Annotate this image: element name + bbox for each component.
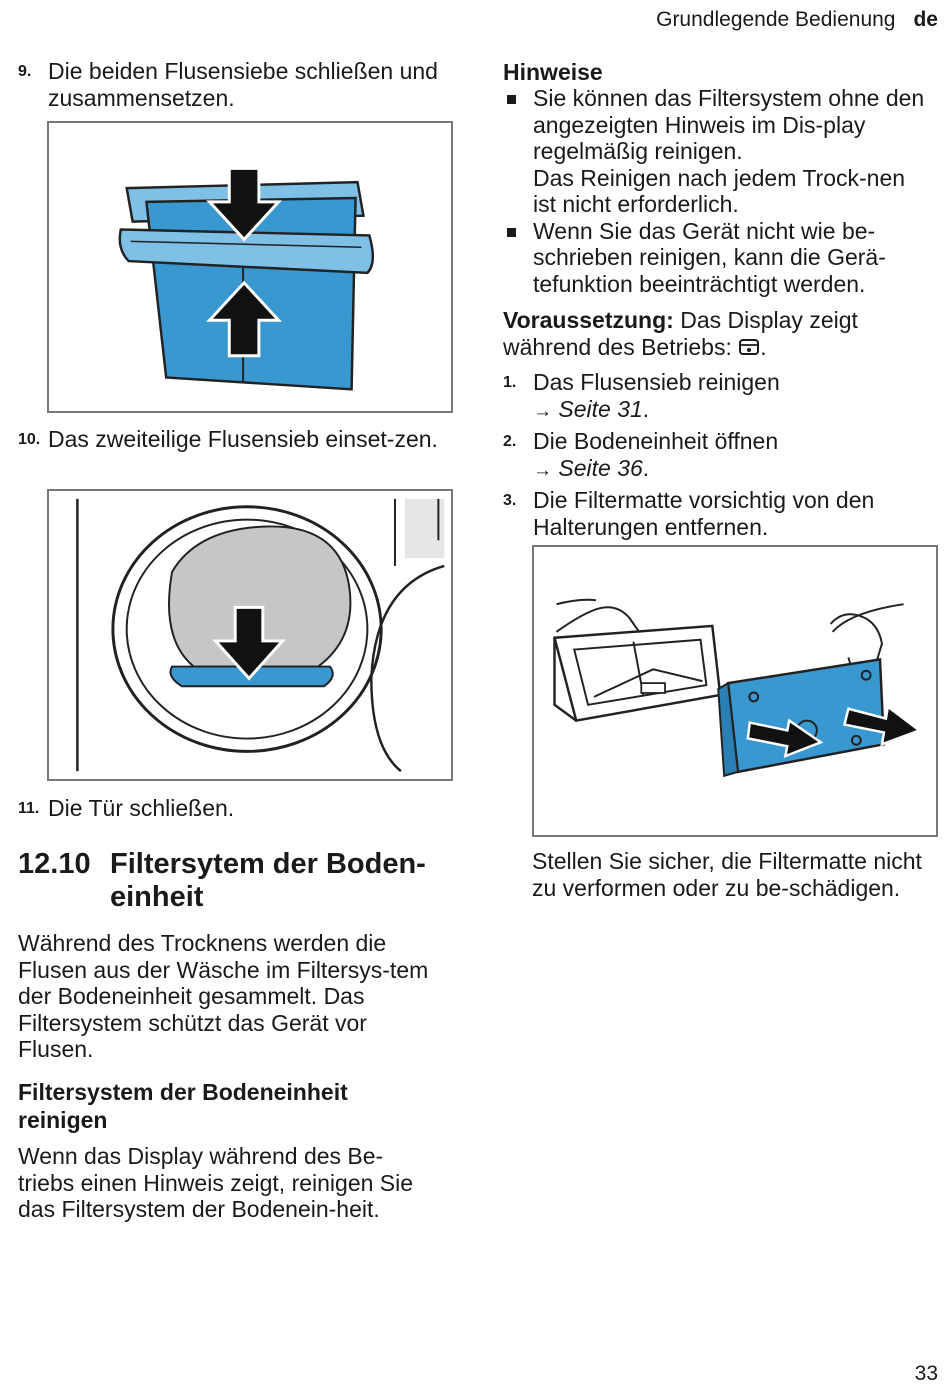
step-number: 1. xyxy=(503,374,517,391)
page-link[interactable]: Seite 36 xyxy=(558,454,643,481)
step-number: 9. xyxy=(18,63,32,80)
step-text: Das Flusensieb reinigen xyxy=(533,369,780,395)
step-text: Die Filtermatte vorsichtig von den Halterungen entfernen. xyxy=(533,487,875,540)
note-item xyxy=(503,218,928,298)
step-10 xyxy=(18,426,458,453)
prereq-text: Das Display zeigt während des Betriebs: xyxy=(503,307,858,360)
step-3 xyxy=(503,487,928,540)
step-11 xyxy=(18,795,458,822)
steps-list xyxy=(503,369,928,540)
note-item xyxy=(503,85,928,218)
chapter-number: 12.10 xyxy=(18,848,91,880)
step-9 xyxy=(18,58,458,111)
step-2: 2. Die Bodeneinheit öffnen → Seite 36. xyxy=(503,428,928,484)
step-number: 3. xyxy=(503,492,517,509)
step-number: 11. xyxy=(18,800,40,817)
step-number: 2. xyxy=(503,433,517,450)
step-text: Das zweiteilige Flusensieb einset-zen. xyxy=(48,426,438,452)
prereq-label: Voraussetzung: xyxy=(503,307,674,333)
step-text: Die Tür schließen. xyxy=(48,795,235,821)
filter-mat-illustration xyxy=(534,547,936,835)
page-link[interactable]: Seite 31 xyxy=(558,395,643,422)
step-number: 10. xyxy=(18,431,41,448)
page-number: 33 xyxy=(914,1362,938,1385)
figure-lint-filters-close xyxy=(47,121,453,413)
step-1: 1. Das Flusensieb reinigen → Seite 31. xyxy=(503,369,928,425)
display-icon xyxy=(738,336,760,363)
lint-filter-illustration xyxy=(49,123,451,411)
chapter-title: Filtersytem der Boden-einheit xyxy=(110,848,426,913)
door-illustration xyxy=(49,491,451,779)
header-section: Grundlegende Bedienung xyxy=(656,8,896,31)
chapter-intro: Während des Trocknens werden die Flusen aus der Wäsche im Filtersys-tem der Bodeneinheit gesammelt. Das Filtersystem schützt das Gerät vor Flusen. xyxy=(18,930,429,1062)
arrow-icon: → xyxy=(533,459,552,481)
note-text: Wenn Sie das Gerät nicht wie be-schrieben reinigen, kann die Gerä-tefunktion beeinträchtigt werden. xyxy=(533,217,886,297)
after-figure-text: Stellen Sie sicher, die Filtermatte nicht zu verformen oder zu be-schädigen. xyxy=(532,848,922,901)
subheading: Filtersystem der Bodeneinheit reinigen xyxy=(18,1079,348,1133)
note-text-cont: Das Reinigen nach jedem Trock-nen ist nicht erforderlich. xyxy=(533,164,906,217)
prereq-end: . xyxy=(760,333,767,360)
notes-title: Hinweise xyxy=(503,59,603,85)
note-text: Sie können das Filtersystem ohne den angezeigten Hinweis im Dis-play regelmäßig reinigen. xyxy=(533,85,925,164)
figure-insert-lint-filter xyxy=(47,489,453,781)
subheading-text: Wenn das Display während des Be-triebs einen Hinweis zeigt, reinigen Sie das Filtersystem der Bodenein-heit. xyxy=(18,1143,414,1222)
step-text: Die beiden Flusensiebe schließen und zusammensetzen. xyxy=(48,58,438,111)
header-lang: de xyxy=(913,8,938,31)
prerequisite xyxy=(503,307,923,362)
figure-filter-mat-removal xyxy=(532,545,938,837)
step-text: Die Bodeneinheit öffnen xyxy=(533,428,779,454)
running-header xyxy=(656,8,938,32)
arrow-icon: → xyxy=(533,400,552,422)
notes-list xyxy=(503,85,928,297)
chapter-heading xyxy=(18,848,458,914)
